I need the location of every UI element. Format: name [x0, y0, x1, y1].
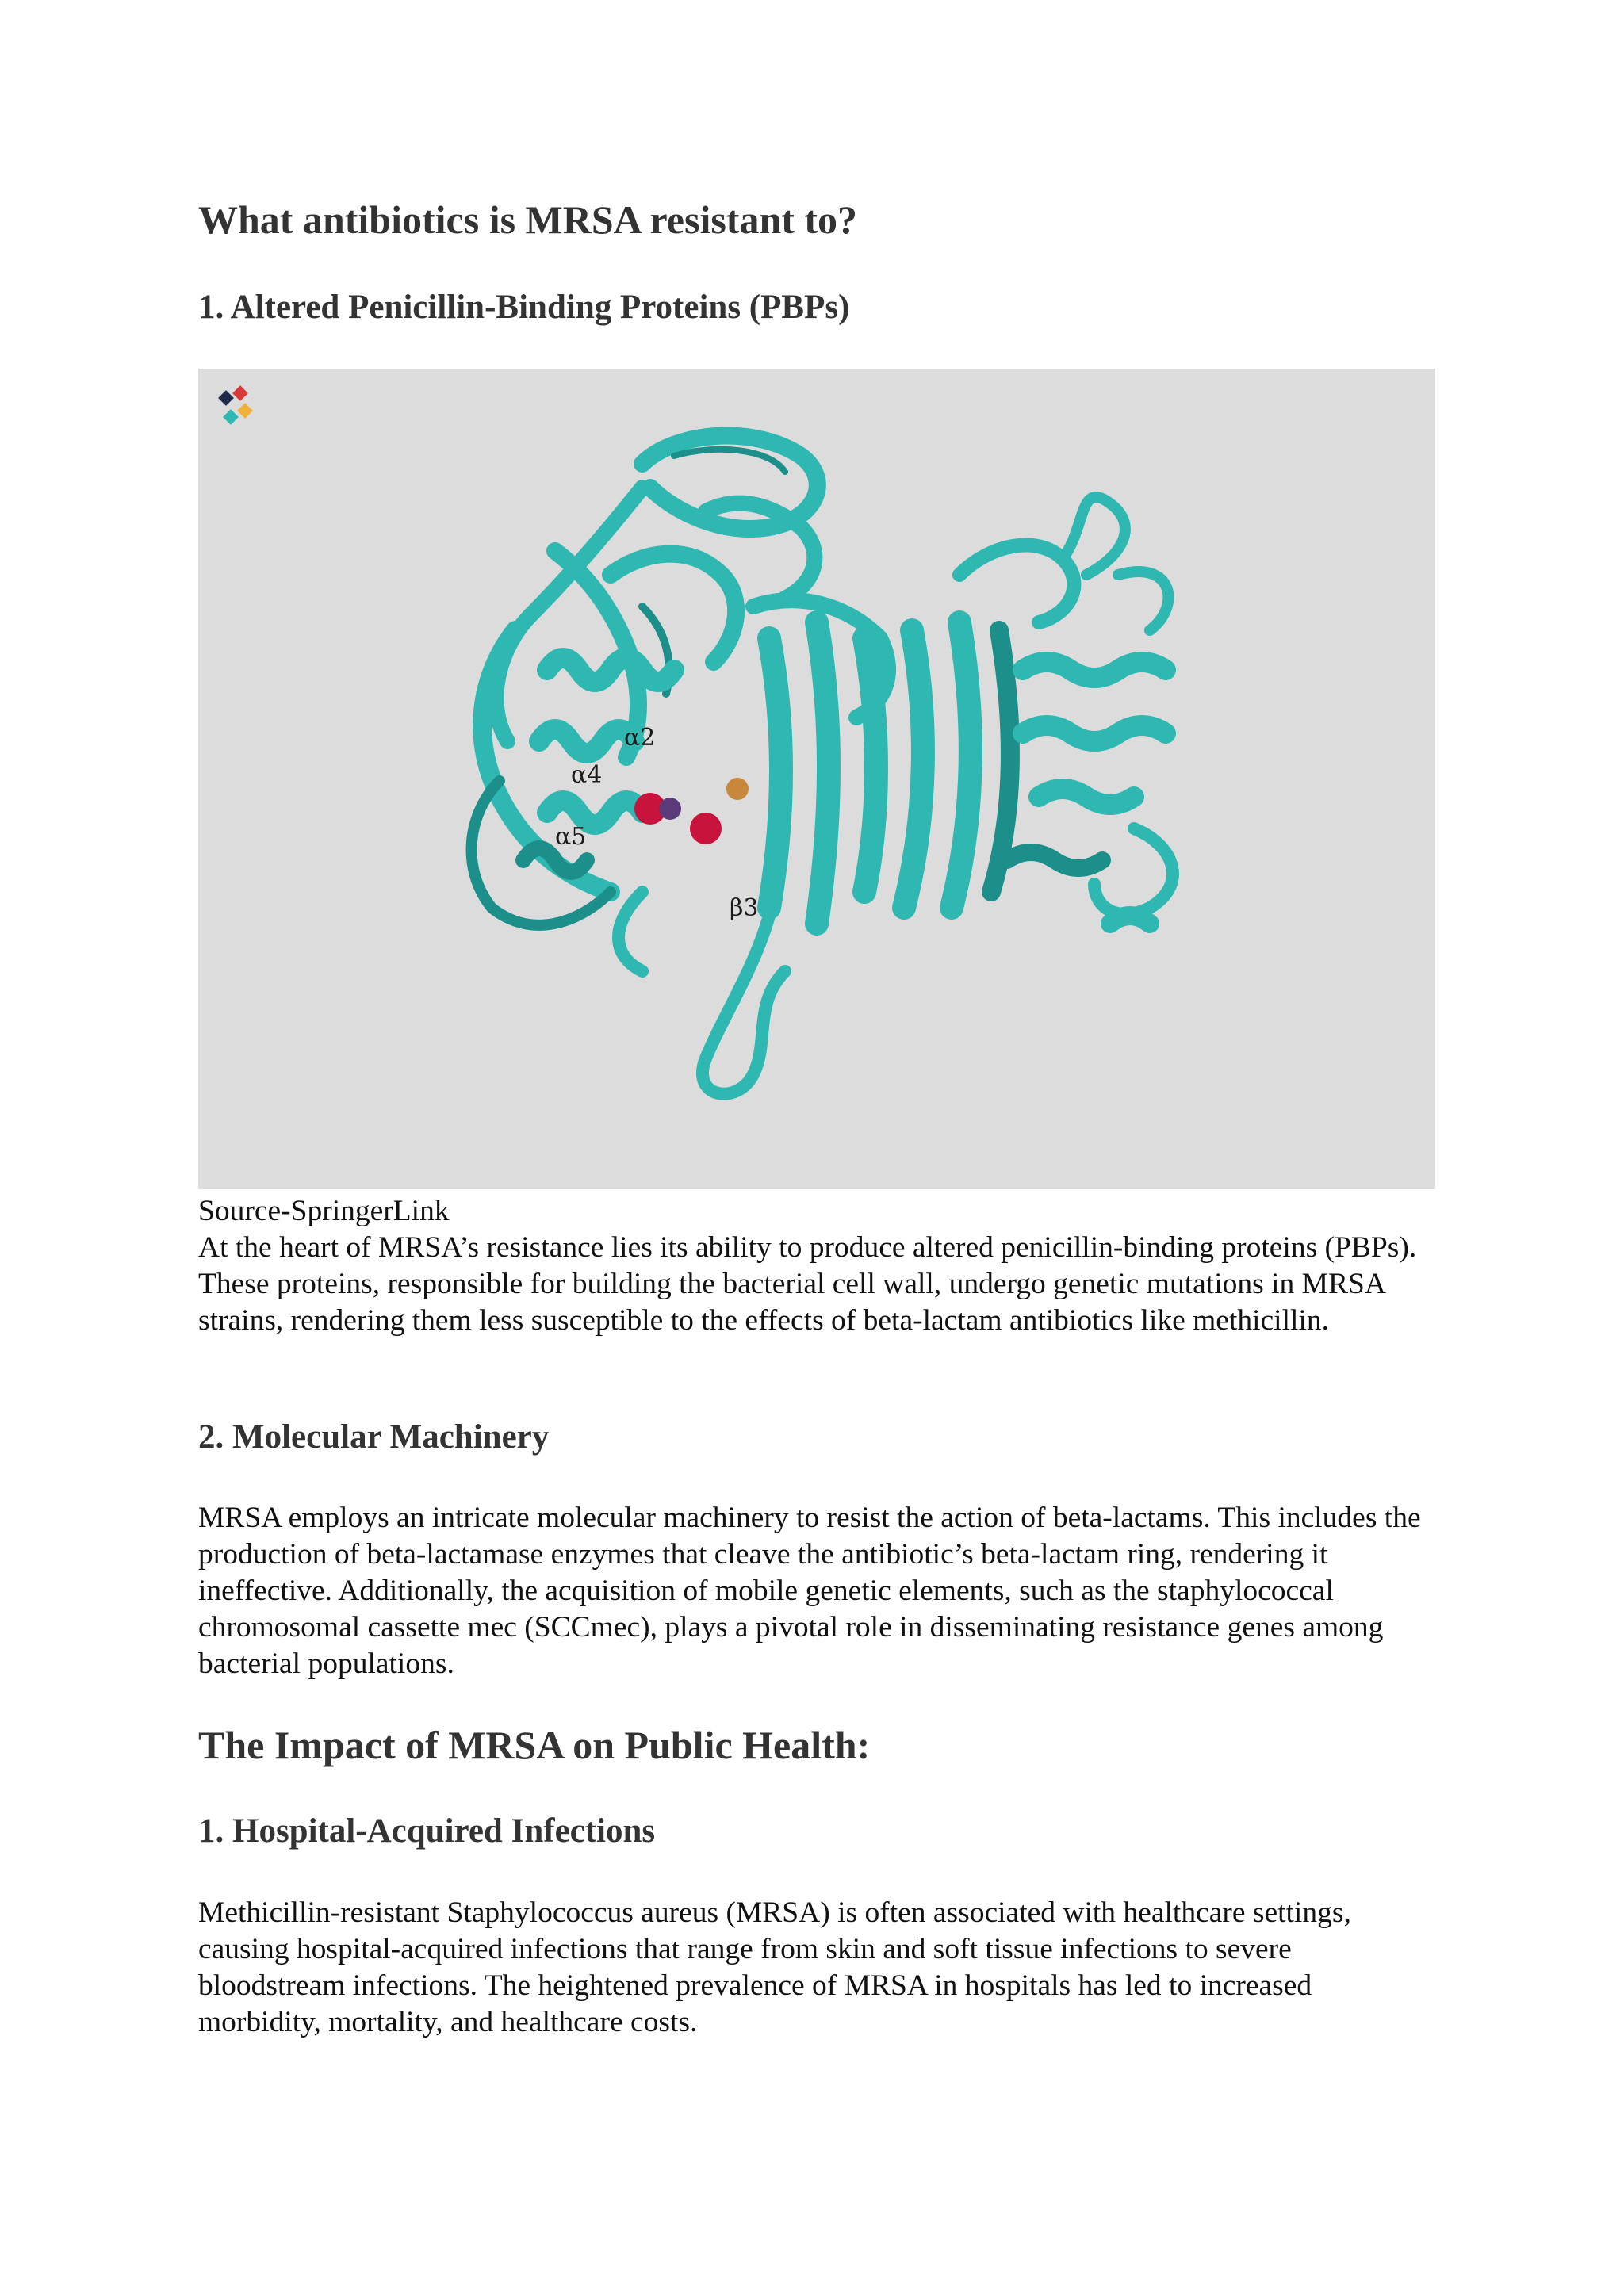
label-beta3: β3 — [730, 894, 759, 922]
section-heading-molecular-machinery: 2. Molecular Machinery — [198, 1418, 550, 1456]
sphere-purple — [659, 798, 681, 820]
section-heading-pbps: 1. Altered Penicillin-Binding Proteins (PBPs) — [198, 289, 850, 326]
section3-body: Methicillin-resistant Staphylococcus aureus (MRSA) is often associated with healthcare settings, causing hospital-acquired infections that range from skin and soft tissue infections to severe bloodstream infections. The heightened prevalence of MRSA in hospitals has led to increased morbidity, mortality, and healthcare costs. — [198, 1896, 1351, 2038]
label-alpha5: α5 — [555, 823, 587, 851]
sphere-orange — [726, 778, 749, 800]
section2-body: MRSA employs an intricate molecular machinery to resist the action of beta-lactams. This includes the production of beta-lactamase enzymes that cleave the antibiotic’s beta-lactam ring, rendering it ineffective. Additionally, the acquisition of mobile genetic elements, such as the staphylococcal chromosomal cassette mec (SCCmec), plays a pivotal role in disseminating resistance genes among bacterial populations. — [198, 1502, 1421, 1680]
sphere-red-2 — [690, 813, 722, 844]
section1-body: At the heart of MRSA’s resistance lies its ability to produce altered penicillin-binding proteins (PBPs). These proteins, responsible for building the bacterial cell wall, undergo genetic mutations in MRSA strains, rendering them less susceptible to the effects of beta-lactam antibiotics like methicillin. — [198, 1231, 1417, 1337]
page-title: What antibiotics is MRSA resistant to? — [198, 197, 858, 242]
protein-ribbon-image — [198, 369, 1435, 1189]
figure-caption: Source-SpringerLink — [198, 1195, 450, 1227]
label-alpha4: α4 — [571, 761, 603, 789]
protein-structure-figure — [198, 369, 1435, 1189]
impact-heading: The Impact of MRSA on Public Health: — [198, 1723, 871, 1767]
springer-logo-icon — [218, 385, 253, 425]
section-heading-hospital-infections: 1. Hospital-Acquired Infections — [198, 1812, 656, 1850]
label-alpha2: α2 — [624, 724, 656, 752]
